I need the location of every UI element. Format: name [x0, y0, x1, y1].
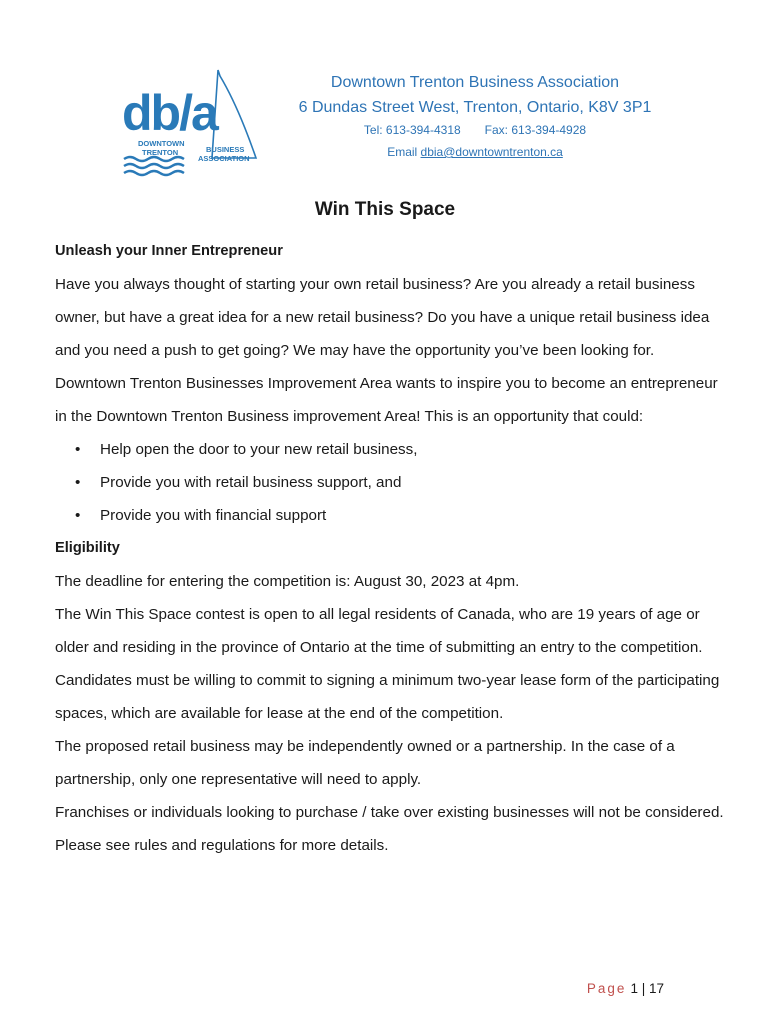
org-name: Downtown Trenton Business Association — [330, 74, 620, 91]
eligibility-paragraph: Candidates must be willing to commit to signing a minimum two-year lease form of the participating spaces, which are available for lease at the end of the competition. — [55, 672, 720, 722]
org-fax: Fax: 613-394-4928 — [484, 123, 587, 137]
page-total: 17 — [648, 981, 664, 996]
section-heading-entrepreneur: Unleash your Inner Entrepreneur — [55, 243, 283, 259]
list-item: • Provide you with retail business support, and — [55, 466, 725, 499]
email-link[interactable]: dbia@downtowntrenton.ca — [420, 145, 563, 159]
logo-word-business: BUSINESS — [206, 145, 245, 154]
logo-wave-3 — [124, 171, 184, 175]
section-intro — [55, 235, 725, 862]
page-separator: | — [637, 981, 649, 996]
org-email-line — [290, 145, 660, 159]
document-title: Win This Space — [314, 199, 456, 220]
logo-word-association: ASSOCIATION — [198, 154, 250, 163]
eligibility-paragraph: The deadline for entering the competition is: August 30, 2023 at 4pm. — [55, 573, 520, 590]
logo-wave-2 — [124, 164, 184, 168]
page-label: Page — [586, 981, 627, 996]
eligibility-paragraph: Franchises or individuals looking to purchase / take over existing businesses will not be considered. — [55, 804, 724, 821]
list-item: • Help open the door to your new retail business, — [55, 433, 725, 466]
intro-paragraph: Have you always thought of starting your own retail business? Are you already a retail business owner, but have a great idea for a new retail business? Do you have a unique retail business idea and you need a push to get going? We may have the opportunity you’ve been looking for. Downtown Trenton Businesses Improvement Area wants to inspire you to become an entrepreneur in the Downtown Trenton Business improvement Area! This is an opportunity that could: — [55, 276, 718, 425]
org-tel: Tel: 613-394-4318 — [363, 123, 461, 137]
eligibility-paragraph: The proposed retail business may be independently owned or a partnership. In the case of a partnership, only one representative will need to apply. — [55, 738, 675, 788]
logo-word-trenton: TRENTON — [142, 148, 179, 157]
page-number: 1 — [630, 981, 638, 996]
list-item: • Provide you with financial support — [55, 499, 725, 532]
org-address: 6 Dundas Street West, Trenton, Ontario, K8V 3P1 — [298, 99, 652, 116]
benefits-list — [55, 433, 725, 532]
email-label: Email — [387, 145, 421, 159]
logo-wave-1 — [124, 157, 184, 161]
page-footer — [587, 981, 664, 996]
eligibility-paragraph: The Win This Space contest is open to all legal residents of Canada, who are 19 years of age or older and residing in the province of Ontario at the time of submitting an entry to the competition. — [55, 606, 703, 656]
logo-letters: db/a — [122, 85, 217, 141]
section-heading-eligibility: Eligibility — [55, 540, 120, 556]
logo-word-downtown: DOWNTOWN — [138, 139, 185, 148]
eligibility-paragraph: Please see rules and regulations for more details. — [55, 837, 389, 854]
org-contact — [290, 123, 660, 137]
dbia-logo — [120, 66, 260, 178]
